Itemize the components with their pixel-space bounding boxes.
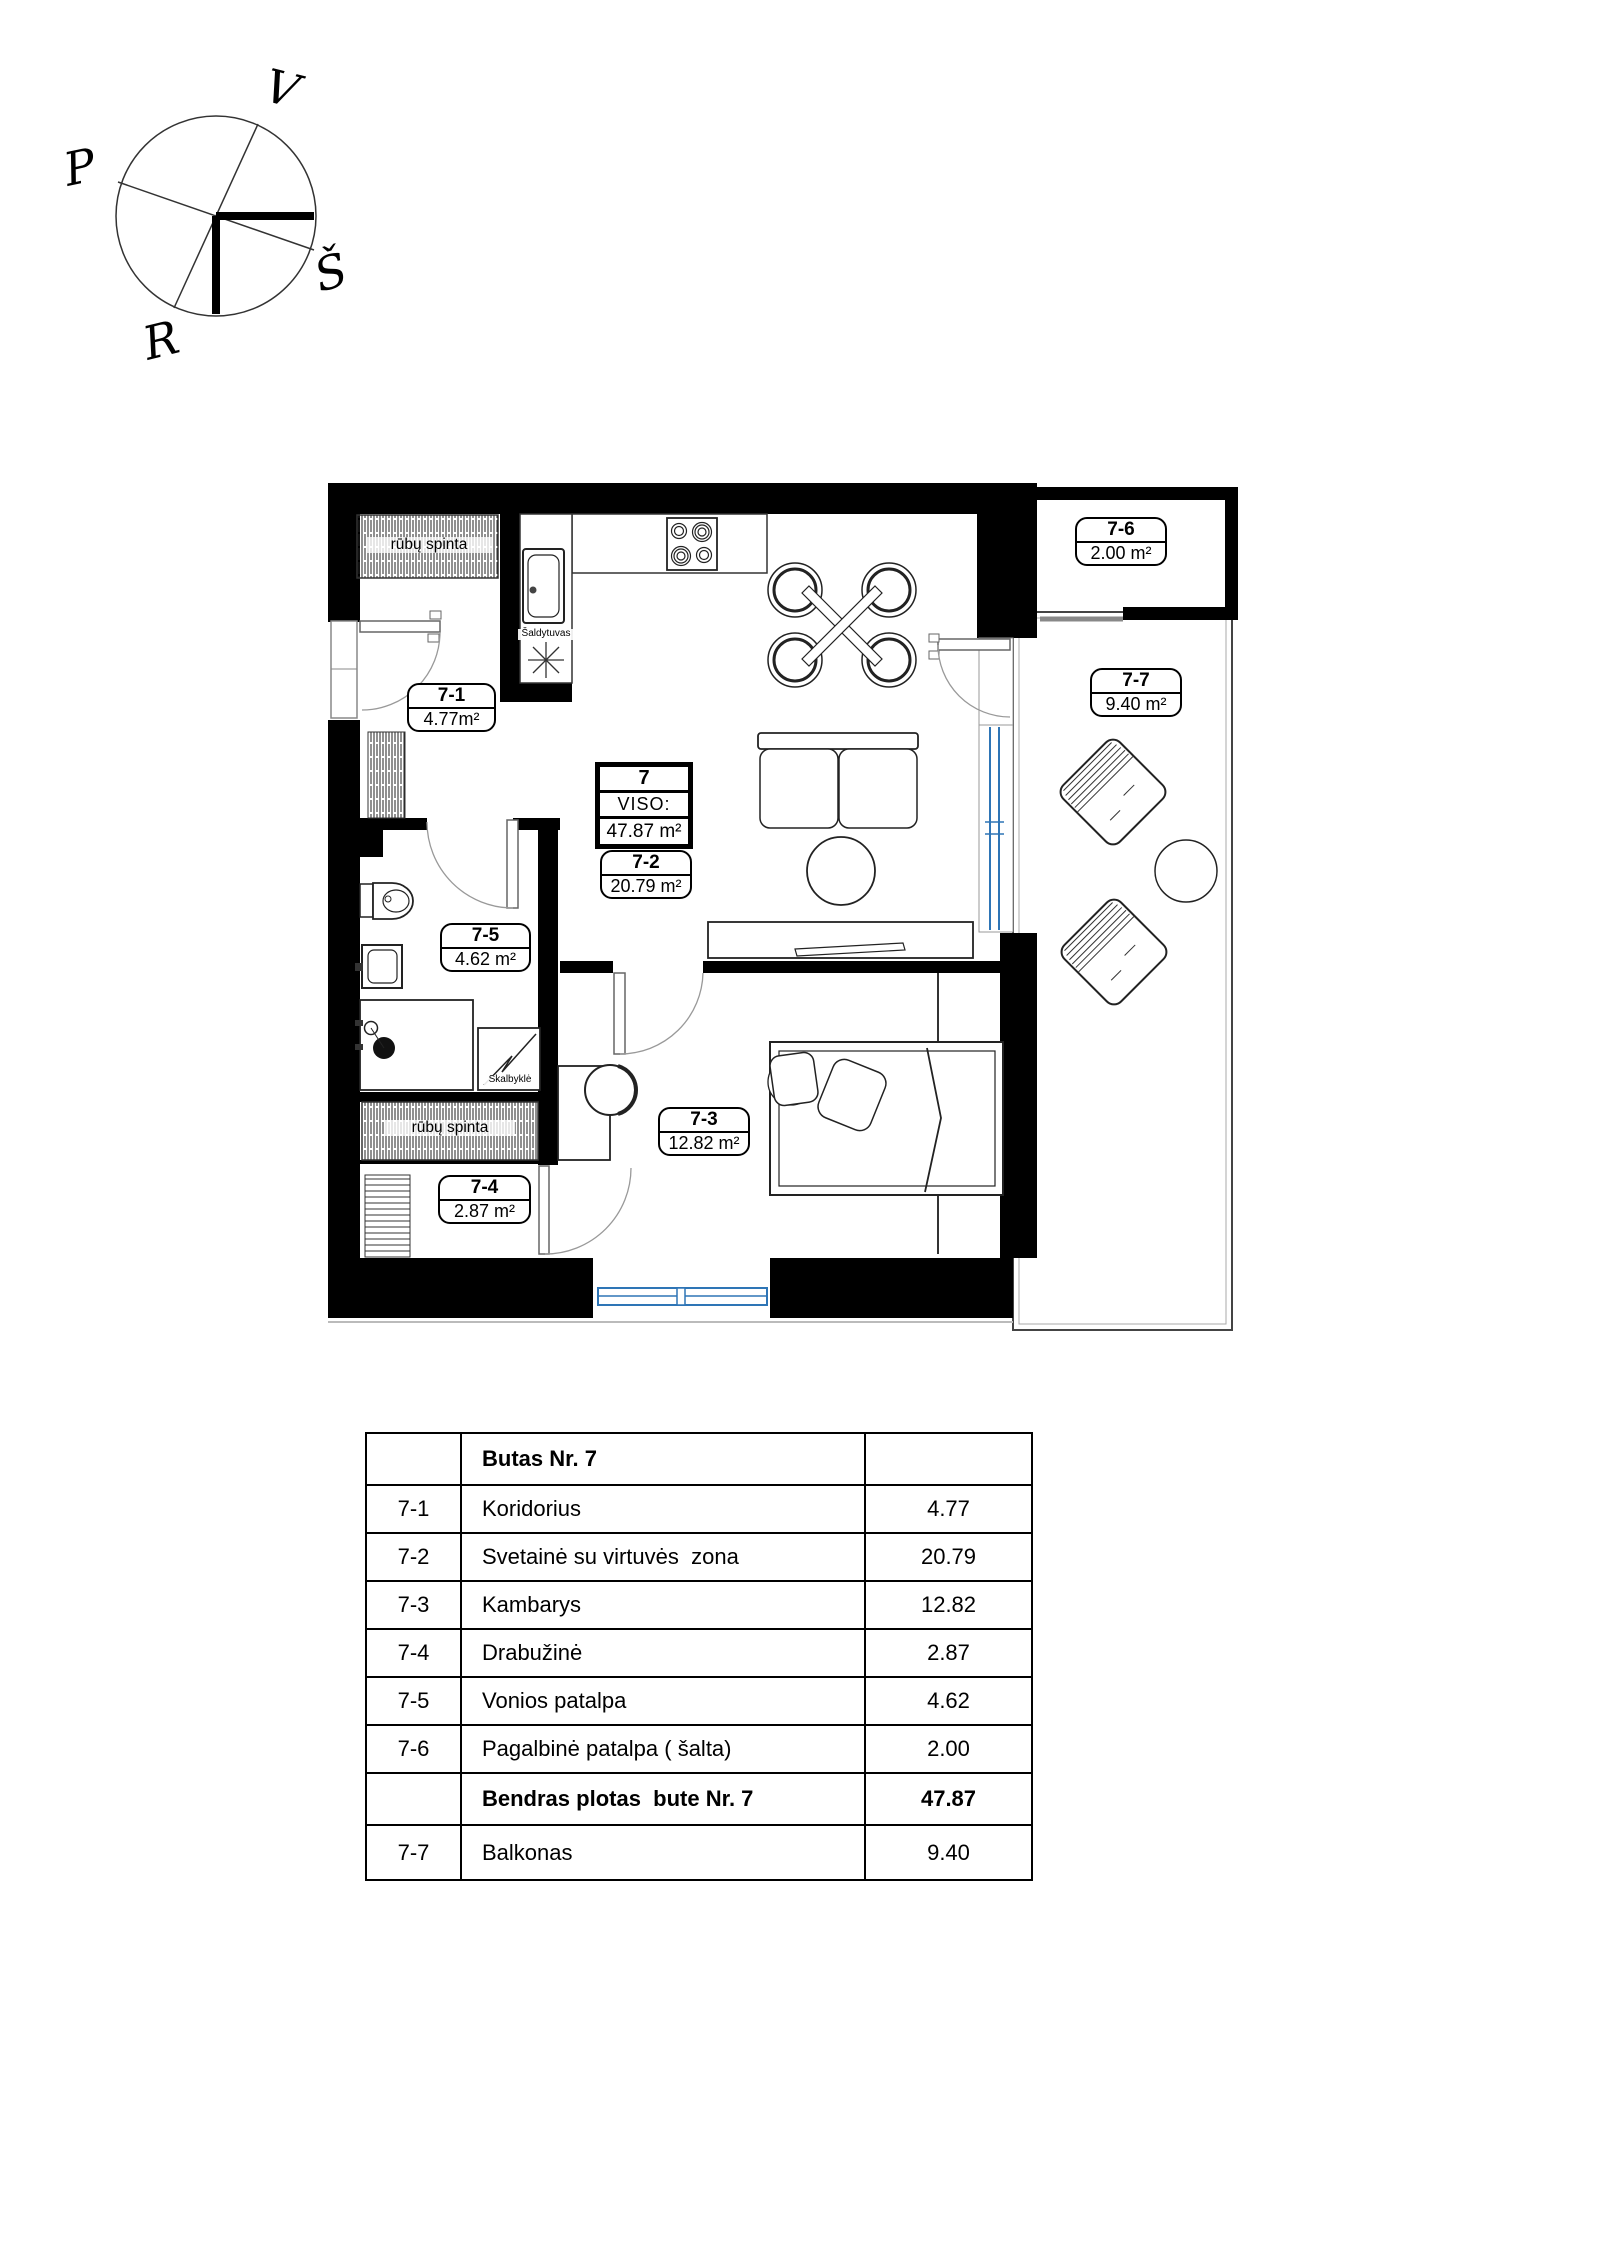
bath-door-leaf xyxy=(507,820,518,908)
room-area: 2.87 m² xyxy=(453,1201,516,1221)
desk-chair xyxy=(585,1065,636,1115)
table-row xyxy=(367,1824,1031,1879)
wall-76-top xyxy=(1035,487,1238,500)
wall-left-lower xyxy=(328,720,360,1318)
bathroom xyxy=(355,883,540,1090)
row-code: 7-3 xyxy=(367,1582,462,1628)
room-id: 7-2 xyxy=(602,852,690,876)
header-code-cell xyxy=(367,1434,462,1484)
living-room xyxy=(708,563,973,958)
room-id: 7-7 xyxy=(1092,670,1180,694)
kitchen-sink-drain xyxy=(530,587,537,594)
room-label-7-3 xyxy=(658,1107,750,1156)
wall-bath-pier xyxy=(353,830,383,857)
row-name: Drabužinė xyxy=(462,1630,866,1676)
room-id: 7-6 xyxy=(1077,519,1165,543)
wall-right-lower xyxy=(1000,933,1037,1258)
row-area: 12.82 xyxy=(920,1592,977,1617)
room-id: 7-5 xyxy=(442,925,529,949)
fridge-snowflake-icon xyxy=(528,642,564,678)
table-row xyxy=(367,1532,1031,1580)
table-row xyxy=(367,1484,1031,1532)
window-bottom-mullion xyxy=(677,1288,685,1305)
bed-pillow-1 xyxy=(769,1051,820,1107)
row-area: 4.77 xyxy=(927,1496,970,1521)
entrance-door-hinge-1 xyxy=(430,611,441,619)
room-label-7-2 xyxy=(600,850,692,899)
wall-left-upper xyxy=(328,483,360,622)
room-area: 9.40 m² xyxy=(1105,694,1167,714)
bedroom-door-swing xyxy=(620,973,703,1054)
wall-bath-right xyxy=(538,830,558,1165)
table-row xyxy=(367,1676,1031,1724)
row-code: 7-2 xyxy=(367,1534,462,1580)
wall-kitchen-horiz xyxy=(500,683,572,702)
table-title: Butas Nr. 7 xyxy=(462,1434,866,1484)
row-name: Balkonas xyxy=(462,1826,866,1879)
row-name: Vonios patalpa xyxy=(462,1678,866,1724)
hall-radiator xyxy=(368,732,405,818)
row-name: Kambarys xyxy=(462,1582,866,1628)
room-label-7-7 xyxy=(1090,668,1182,717)
table-total-row xyxy=(367,1772,1031,1824)
wall-bath-top-left xyxy=(360,818,427,830)
row-code: 7-6 xyxy=(367,1726,462,1772)
compass-label-s: Š xyxy=(308,241,354,303)
table-row xyxy=(367,1580,1031,1628)
wall-livbed-left xyxy=(560,961,613,973)
balcony-door-hinge-2 xyxy=(929,651,939,659)
wall-76-bottom xyxy=(1123,607,1225,620)
row-area: 2.87 xyxy=(927,1640,970,1665)
toilet-bowl xyxy=(373,883,413,919)
row-code: 7-7 xyxy=(367,1826,462,1879)
header-area-cell xyxy=(866,1434,1031,1484)
row-name: Pagalbinė patalpa ( šalta) xyxy=(462,1726,866,1772)
area-table xyxy=(365,1432,1033,1881)
total-area-value: 47.87 xyxy=(920,1786,977,1811)
balcony-door-leaf xyxy=(938,639,1010,650)
closet-door-leaf xyxy=(539,1166,549,1254)
room-id: 7-3 xyxy=(660,1109,748,1133)
bedroom-door-leaf xyxy=(614,973,625,1054)
room-area: 2.00 m² xyxy=(1090,543,1152,563)
apartment-number: 7 xyxy=(600,767,688,793)
row-area: 2.00 xyxy=(927,1736,970,1761)
wall-livbed-right xyxy=(703,961,1013,973)
compass-label-v: V xyxy=(259,58,305,119)
room-id: 7-4 xyxy=(440,1177,529,1201)
wardrobe-bottom-label: rūbų spinta xyxy=(385,1120,515,1136)
room-label-7-6 xyxy=(1075,517,1167,566)
closet-shelves xyxy=(365,1175,410,1257)
row-name: Svetainė su virtuvės zona xyxy=(462,1534,866,1580)
compass-rose xyxy=(58,58,353,371)
entrance-door-leaf xyxy=(360,621,440,632)
room-label-7-1 xyxy=(407,683,496,732)
total-name: Bendras plotas bute Nr. 7 xyxy=(462,1774,866,1824)
room-label-7-4 xyxy=(438,1175,531,1224)
bath-door-swing xyxy=(427,822,513,908)
row-area: 9.40 xyxy=(927,1839,970,1865)
sofa-back xyxy=(758,733,918,749)
table-row xyxy=(367,1724,1031,1772)
shower-valve-1 xyxy=(355,1020,363,1026)
wall-kitchen-vert xyxy=(500,514,520,702)
shower-valve-2 xyxy=(355,1044,363,1050)
row-area: 4.62 xyxy=(927,1688,970,1713)
compass-label-p: P xyxy=(59,137,101,197)
toilet-tank xyxy=(360,884,373,917)
window-recess-balcony xyxy=(979,725,1013,932)
room-area: 12.82 m² xyxy=(668,1133,740,1153)
row-code: 7-1 xyxy=(367,1486,462,1532)
total-code-cell xyxy=(367,1774,462,1824)
compass-label-r: R xyxy=(137,309,185,371)
balcony-door-hinge-1 xyxy=(929,634,939,642)
room-id: 7-1 xyxy=(409,685,494,709)
row-code: 7-4 xyxy=(367,1630,462,1676)
wall-76-right xyxy=(1225,487,1238,620)
wall-top xyxy=(328,483,1037,514)
room-area: 4.62 m² xyxy=(454,949,517,969)
table-header-row xyxy=(367,1434,1031,1484)
row-name: Koridorius xyxy=(462,1486,866,1532)
row-code: 7-5 xyxy=(367,1678,462,1724)
entrance-door-hinge-2 xyxy=(428,634,439,642)
room-area: 20.79 m² xyxy=(610,876,682,896)
closet-door-swing xyxy=(545,1168,631,1254)
fridge-label: Šaldytuvas xyxy=(518,629,574,640)
bath-sink-tap xyxy=(355,963,363,971)
total-area: 47.87 m² xyxy=(606,821,682,842)
wardrobe-top-label: rūbų spinta xyxy=(366,537,492,553)
balcony-table xyxy=(1155,840,1217,902)
sofa-cushion-1 xyxy=(760,749,838,828)
laundry-label: Skalbyklė xyxy=(484,1075,536,1086)
apartment-total-label xyxy=(595,762,693,849)
row-area: 20.79 xyxy=(920,1544,977,1569)
room-area: 4.77m² xyxy=(423,709,480,729)
wall-right-pier xyxy=(977,514,1037,638)
table-row xyxy=(367,1628,1031,1676)
coffee-table xyxy=(807,837,875,905)
sofa-cushion-2 xyxy=(839,749,917,828)
total-caption: VISO: xyxy=(600,793,688,819)
wall-bath-top-right xyxy=(513,818,560,830)
bedroom xyxy=(558,1042,1003,1195)
wall-bath-bottom xyxy=(360,1092,558,1102)
kitchen xyxy=(520,514,767,683)
room-label-7-5 xyxy=(440,923,531,972)
